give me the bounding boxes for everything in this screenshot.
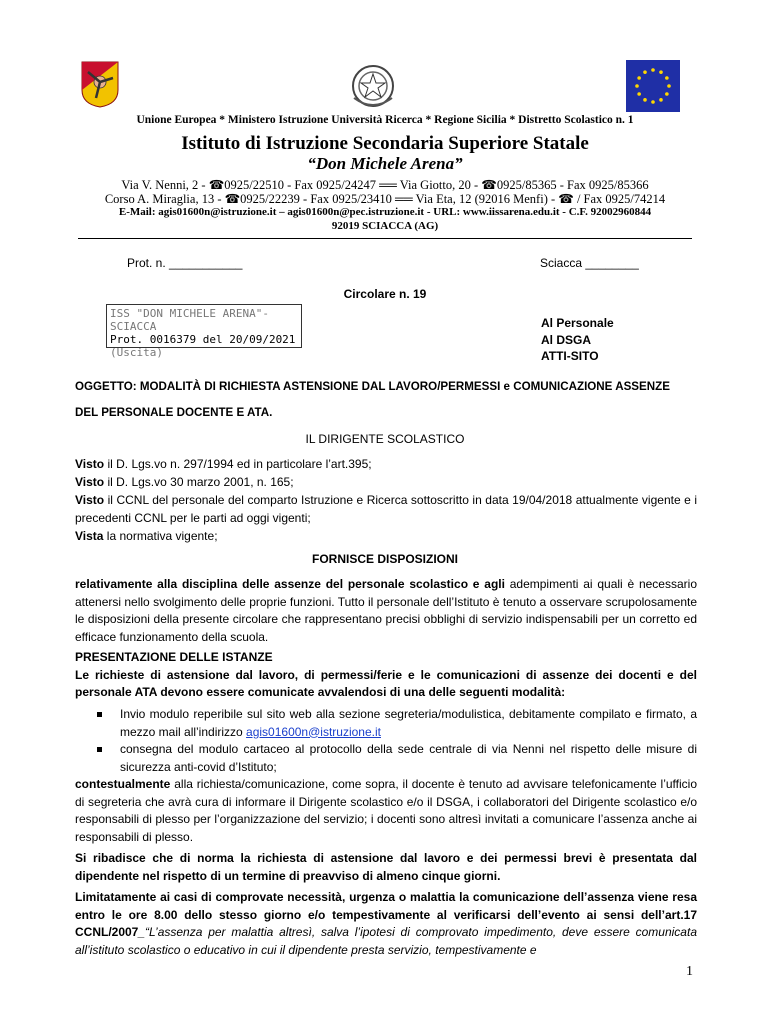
visto-item: Visto il CCNL del personale del comparto Istruzione e Ricerca sottoscritto in data 19/04/2018 attualmente vigente e i precedenti CCNL per le parti ad oggi vigenti; (75, 493, 697, 525)
circolare-number: Circolare n. 19 (343, 287, 427, 301)
institute-subtitle: “Don Michele Arena” (307, 154, 463, 173)
regione-sicilia-logo (80, 60, 120, 108)
oggetto-line-2: DEL PERSONALE DOCENTE E ATA. (75, 406, 273, 419)
presentazione-section (75, 649, 697, 702)
bullet-square-icon (97, 712, 102, 717)
bullet-list (75, 706, 697, 776)
stamp-line-3: (Uscita) (110, 346, 163, 359)
visto-item: Visto il D. Lgs.vo 30 marzo 2001, n. 165; (75, 475, 294, 489)
dirigente-heading: IL DIRIGENTE SCOLASTICO (305, 432, 465, 446)
fornisce-heading: FORNISCE DISPOSIZIONI (311, 552, 458, 566)
eu-star-icon (659, 98, 663, 102)
presentazione-title: PRESENTAZIONE DELLE ISTANZE (75, 650, 273, 664)
header-divider (78, 238, 692, 239)
paragraph-malattia: Limitatamente ai casi di comprovate necessità, urgenza o malattia la comunicazione dell’assenza viene resa entro le ore 8.00 dello stesso giorno e/o tempestivamente al verificarsi dell’evento ai sensi dell’art.17 CCNL/2007_“L’assenza per malattia altresì, salva l’ipotesi di comprovato impedimento, deve essere comunicata all’istituto scolastico o educativo in cui il dipendente presta servizio, tempestivamente e (75, 890, 697, 957)
place-date: Sciacca ________ (540, 256, 639, 270)
eu-star-icon (667, 84, 671, 88)
eu-star-icon (643, 98, 647, 102)
stamp-line-1: ISS "DON MICHELE ARENA"-SCIACCA (110, 307, 269, 333)
paragraph-intro: relativamente alla disciplina delle assenze del personale scolastico e agli adempimenti ai quali è necessario attenersi nello svolgimento delle proprie funzioni. Tutto il personale dell’Istituto è tenuto a osservare scrupolosamente le disposizioni della presente circolare che rappresentano precisi obblighi di servizio indispensabili per un corretto ed efficace funzionamento della scuola. (75, 577, 697, 644)
eu-star-icon (659, 70, 663, 74)
city-line: 92019 SCIACCA (AG) (331, 220, 439, 232)
recipient-item: Al DSGA (541, 332, 592, 347)
page-number: 1 (686, 964, 693, 979)
eu-flag (626, 60, 680, 112)
eu-star-icon (665, 76, 669, 80)
address-line-1: Via V. Nenni, 2 - ☎0925/22510 - Fax 0925/24247 ══ Via Giotto, 20 - ☎0925/85365 - Fax 0925/85366 (121, 178, 649, 192)
eu-star-icon (651, 68, 655, 72)
repubblica-italiana-emblem (346, 60, 400, 112)
email-link[interactable]: agis01600n@istruzione.it (246, 724, 381, 739)
presentazione-text: Le richieste di astensione dal lavoro, di permessi/ferie e le comunicazioni di assenze dei docenti e del personale ATA devono essere comunicate avvalendosi di una delle seguenti modalità: (75, 667, 697, 699)
visto-item: Visto il D. Lgs.vo n. 297/1994 ed in particolare l’art.395; (75, 457, 372, 471)
recipient-item: ATTI-SITO (541, 349, 599, 363)
recipient-item: Al Personale (541, 316, 614, 330)
list-item: consegna del modulo cartaceo al protocollo della sede centrale di via Nenni nel rispetto delle misure di sicurezza anti-covid d’Istituto; (75, 741, 697, 776)
stamp-line-2: Prot. 0016379 del 20/09/2021 (110, 333, 296, 346)
institute-title: Istituto di Istruzione Secondaria Superiore Statale (181, 133, 589, 154)
eu-star-icon (651, 100, 655, 104)
eu-star-icon (635, 84, 639, 88)
eu-star-icon (665, 92, 669, 96)
visto-item: Vista la normativa vigente; (75, 529, 218, 543)
list-item: Invio modulo reperibile sul sito web alla sezione segreteria/modulistica, debitamente compilato e firmato, a mezzo mail all’indirizzo agis01600n@istruzione.it (75, 706, 697, 741)
paragraph-preavviso: Si ribadisce che di norma la richiesta di astensione dal lavoro e dei permessi brevi è presentata dal dipendente nel rispetto di un termine di preavviso di almeno cinque giorni. (75, 851, 697, 883)
protocol-number: Prot. n. ___________ (127, 256, 243, 270)
eu-star-icon (643, 70, 647, 74)
oggetto-line-1: OGGETTO: MODALITÀ DI RICHIESTA ASTENSIONE DAL LAVORO/PERMESSI e COMUNICAZIONE ASSENZE (75, 380, 670, 393)
recipients (541, 315, 614, 365)
header-institutions: Unione Europea * Ministero Istruzione Università Ricerca * Regione Sicilia * Distretto Scolastico n. 1 (136, 114, 634, 126)
eu-star-icon (637, 76, 641, 80)
protocol-stamp (106, 304, 302, 359)
visti-block (75, 455, 697, 545)
contacts-line: E-Mail: agis01600n@istruzione.it – agis01600n@pec.istruzione.it - URL: www.iissarena.edu.it - C.F. 92002960844 (118, 206, 652, 218)
bullet-square-icon (97, 747, 102, 752)
address-line-2: Corso A. Miraglia, 13 - ☎0925/22239 - Fax 0925/23410 ══ Via Eta, 12 (92016 Menfi) - ☎ / Fax 0925/74214 (104, 192, 666, 206)
eu-star-icon (637, 92, 641, 96)
paragraph-contestualmente: contestualmente alla richiesta/comunicazione, come sopra, il docente è tenuto ad avvisare telefonicamente l’ufficio di segreteria che avrà cura di informare il Dirigente scolastico e/o il DSGA, i collaboratori del Dirigente scolastico e/o responsabili di plesso per l’organizzazione del servizio; i docenti sono altresì invitati a comunicare l’assenza anche ai responsabili di plesso. (75, 777, 697, 844)
